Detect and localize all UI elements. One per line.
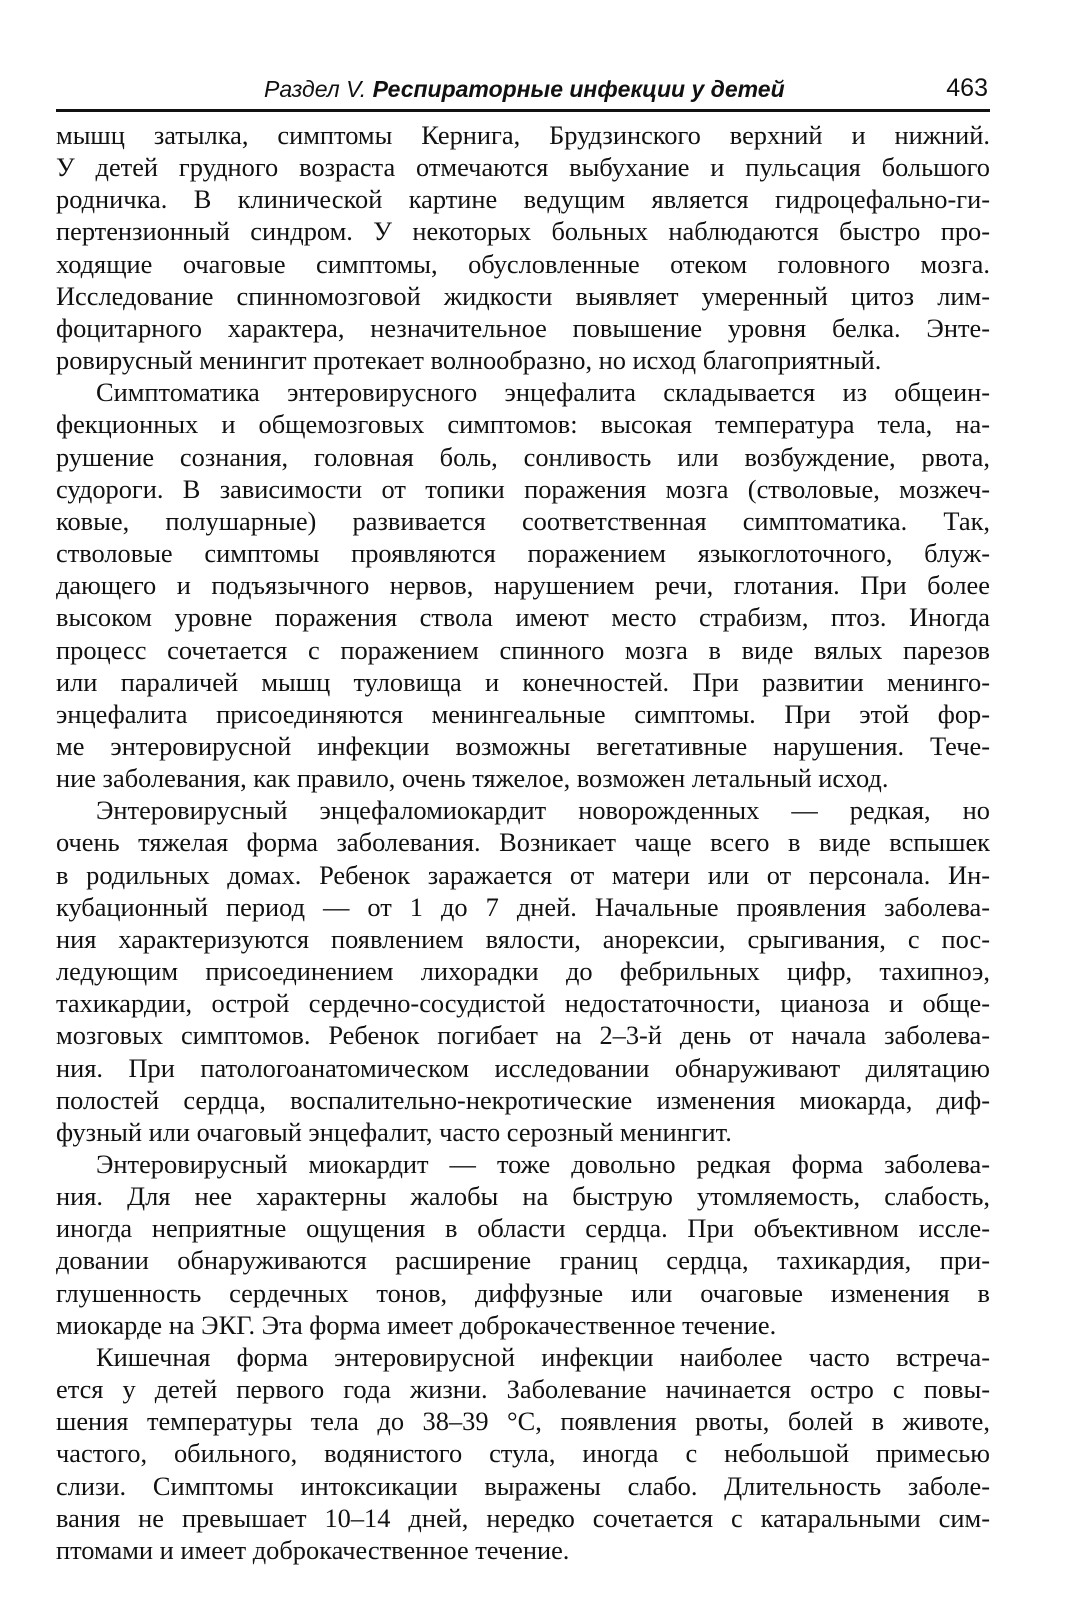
text-line: высоком уровне поражения ствола имеют место страбизм, птоз. Иногда [56, 602, 990, 633]
text-line: или параличей мышц туловища и конечностей. При развитии менинго- [56, 666, 990, 697]
text-line: в родильных домах. Ребенок заражается от матери или от персонала. Ин- [56, 859, 990, 890]
text-line: ходящие очаговые симптомы, обусловленные отеком головного мозга. [56, 248, 990, 279]
section-heading [264, 76, 785, 103]
text-line: фузный или очаговый энцефалит, часто серозный менингит. [56, 1116, 732, 1147]
text-line: кубационный период — от 1 до 7 дней. Начальные проявления заболева- [56, 891, 990, 922]
text-line: мышц затылка, симптомы Кернига, Брудзинского верхний и нижний. [56, 120, 990, 150]
text-line: ния. При патологоанатомическом исследовании обнаруживают дилятацию [56, 1052, 990, 1083]
text-line: вания не превышает 10–14 дней, нередко сочетается с катаральными сим- [56, 1502, 990, 1533]
paragraph [56, 794, 990, 1148]
text-line: довании обнаруживаются расширение границ сердца, тахикардия, при- [56, 1245, 990, 1276]
paragraph [56, 376, 990, 794]
text-line: ния характеризуются появлением вялости, анорексии, срыгивания, с пос- [56, 923, 990, 954]
text-line: Исследование спинномозговой жидкости выявляет умеренный цитоз лим- [56, 280, 990, 311]
text-line: ледующим присоединением лихорадки до фебрильных цифр, тахипноэ, [56, 956, 990, 987]
text-line: ровирусный менингит протекает волнообразно, но исход благоприятный. [56, 345, 882, 376]
text-line: У детей грудного возраста отмечаются выбухание и пульсация большого [56, 152, 990, 183]
section-title: Респираторные инфекции у детей [372, 76, 785, 102]
text-line: судороги. В зависимости от топики поражения мозга (стволовые, мозжеч- [56, 473, 990, 504]
text-line: пертензионный синдром. У некоторых больных наблюдаются быстро про- [56, 216, 990, 247]
text-line: энцефалита присоединяются менингеальные симптомы. При этой фор- [56, 698, 990, 729]
text-line: ковые, полушарные) развивается соответственная симптоматика. Так, [56, 505, 990, 536]
text-line: рушение сознания, головная боль, сонливость или возбуждение, рвота, [56, 441, 990, 472]
text-line: родничка. В клинической картине ведущим является гидроцефально-ги- [56, 184, 990, 215]
text-line: Кишечная форма энтеровирусной инфекции наиболее часто встреча- [96, 1341, 990, 1372]
text-line: ется у детей первого года жизни. Заболевание начинается остро с повы- [56, 1374, 990, 1405]
text-line: Энтеровирусный энцефаломиокардит новорожденных — редкая, но [96, 795, 990, 826]
text-line: слизи. Симптомы интоксикации выражены слабо. Длительность заболе- [56, 1470, 990, 1501]
text-line: Симптоматика энтеровирусного энцефалита складывается из общеин- [96, 377, 990, 408]
text-line: глушенность сердечных тонов, диффузные или очаговые изменения в [56, 1277, 990, 1308]
text-line: стволовые симптомы проявляются поражением языкоглоточного, блуж- [56, 538, 990, 569]
body-text [56, 119, 990, 1566]
text-line: полостей сердца, воспалительно-некротические изменения миокарда, диф- [56, 1084, 990, 1115]
text-line: тахикардии, острой сердечно-сосудистой недостаточности, цианоза и обще- [56, 988, 990, 1019]
text-line: миокарде на ЭКГ. Эта форма имеет доброкачественное течение. [56, 1309, 777, 1340]
text-line: фекционных и общемозговых симптомов: высокая температура тела, на- [56, 409, 990, 440]
text-line: дающего и подъязычного нервов, нарушением речи, глотания. При более [56, 570, 990, 601]
text-line: ме энтеровирусной инфекции возможны вегетативные нарушения. Тече- [56, 730, 990, 761]
paragraph [56, 1341, 990, 1566]
paragraph [56, 119, 990, 376]
text-line: ние заболевания, как правило, очень тяжелое, возможен летальный исход. [56, 763, 889, 794]
paragraph [56, 1148, 990, 1341]
text-line: Энтеровирусный миокардит — тоже довольно редкая форма заболева- [96, 1149, 990, 1179]
text-line: мозговых симптомов. Ребенок погибает на 2–3-й день от начала заболева- [56, 1020, 990, 1051]
text-line: иногда неприятные ощущения в области сердца. При объективном иссле- [56, 1213, 990, 1244]
text-line: очень тяжелая форма заболевания. Возникает чаще всего в виде вспышек [56, 827, 990, 858]
running-head [56, 70, 990, 110]
section-label: Раздел V. [264, 76, 373, 102]
text-line: частого, обильного, водянистого стула, иногда с небольшой примесью [56, 1438, 990, 1469]
page-number: 463 [946, 74, 988, 102]
header-rule [56, 109, 990, 112]
text-line: шения температуры тела до 38–39 °С, появления рвоты, болей в животе, [56, 1406, 990, 1437]
text-line: птомами и имеет доброкачественное течение. [56, 1534, 570, 1565]
text-line: процесс сочетается с поражением спинного мозга в виде вялых парезов [56, 634, 990, 665]
text-line: фоцитарного характера, незначительное повышение уровня белка. Энте- [56, 312, 990, 343]
text-line: ния. Для нее характерны жалобы на быструю утомляемость, слабость, [56, 1181, 990, 1212]
